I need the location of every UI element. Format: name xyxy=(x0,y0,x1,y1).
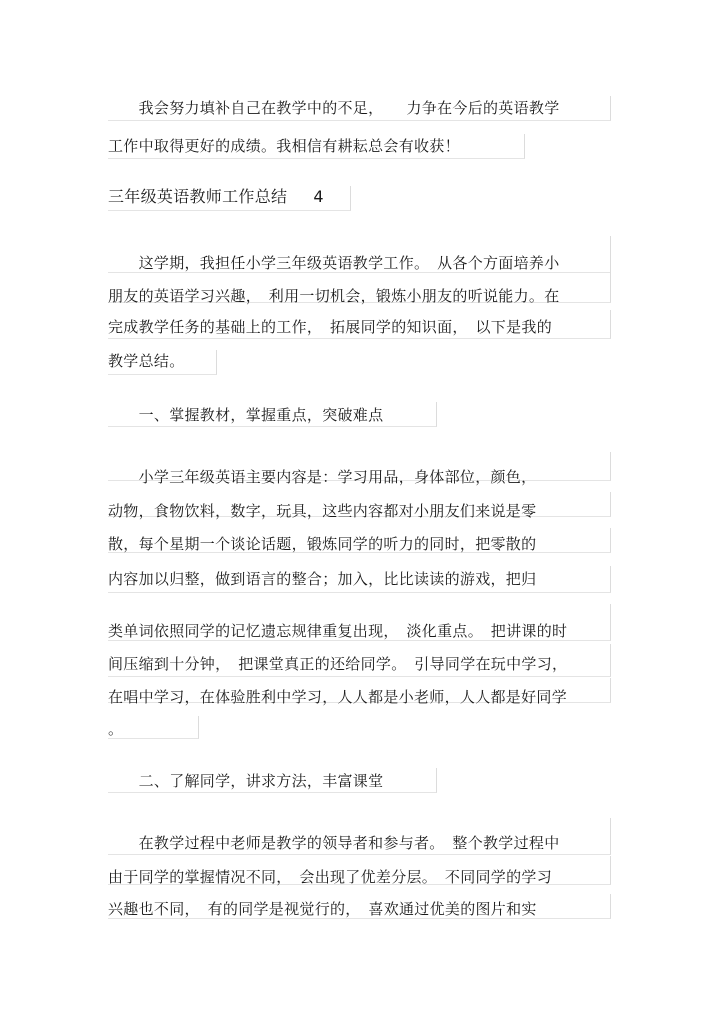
paragraph-line: 动物，食物饮料，数字，玩具，这些内容都对小朋友们来说是零 xyxy=(108,502,537,520)
paragraph-line: 在唱中学习，在体验胜利中学习，人人都是小老师，人人都是好同学 xyxy=(108,688,568,706)
paragraph-line: 兴趣也不同， 有的同学是视觉行的， 喜欢通过优美的图片和实 xyxy=(108,900,537,918)
section-title xyxy=(108,184,324,210)
section-title-text: 三年级英语教师工作总结 xyxy=(108,187,288,206)
section-heading: 二、了解同学，讲求方法，丰富课堂 xyxy=(108,772,384,790)
paragraph-line: 小学三年级英语主要内容是：学习用品，身体部位，颜色， xyxy=(108,468,537,486)
section-title-number: 4 xyxy=(313,187,324,206)
paragraph-line: 类单词依照同学的记忆遗忘规律重复出现， 淡化重点。 把讲课的时 xyxy=(108,622,568,640)
paragraph-line: 。 xyxy=(108,720,124,738)
paragraph-line: 完成教学任务的基础上的工作， 拓展同学的知识面， 以下是我的 xyxy=(108,318,553,336)
paragraph-line: 间压缩到十分钟， 把课堂真正的还给同学。 引导同学在玩中学习， xyxy=(108,655,568,673)
paragraph-line: 教学总结。 xyxy=(108,352,185,370)
paragraph-line: 朋友的英语学习兴趣， 利用一切机会，锻炼小朋友的听说能力。在 xyxy=(108,287,560,305)
paragraph-line: 在教学过程中老师是教学的领导者和参与者。 整个教学过程中 xyxy=(108,834,560,852)
paragraph-line: 工作中取得更好的成绩。我相信有耕耘总会有收获！ xyxy=(108,137,460,155)
section-heading: 一、掌握教材，掌握重点，突破难点 xyxy=(108,406,384,424)
paragraph-line: 由于同学的掌握情况不同， 会出现了优差分层。 不同同学的学习 xyxy=(108,868,553,886)
paragraph-line: 内容加以归整，做到语言的整合；加入，比比读读的游戏，把归 xyxy=(108,570,537,588)
paragraph-line: 散，每个星期一个谈论话题，锻炼同学的听力的同时，把零散的 xyxy=(108,535,537,553)
paragraph-line: 这学期，我担任小学三年级英语教学工作。 从各个方面培养小 xyxy=(108,254,560,272)
paragraph-line: 我会努力填补自己在教学中的不足， 力争在今后的英语教学 xyxy=(108,99,560,117)
